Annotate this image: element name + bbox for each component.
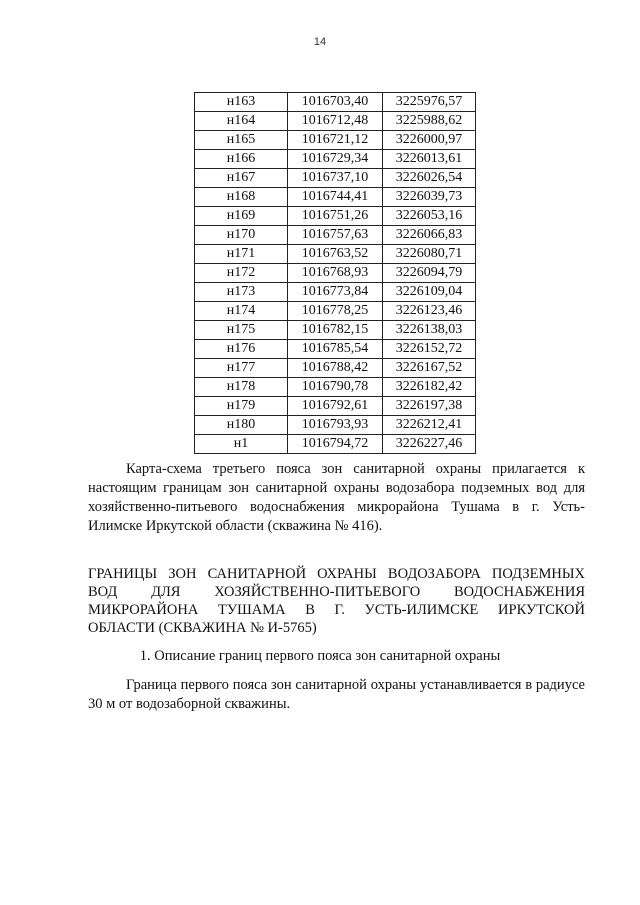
- x-coordinate-cell: 1016763,52: [288, 245, 383, 264]
- section-heading: [88, 565, 585, 637]
- table-row: [195, 416, 476, 435]
- heading-line-3: МИКРОРАЙОНА ТУШАМА В Г. УСТЬ-ИЛИМСКЕ ИРКУТСКОЙ: [88, 602, 585, 618]
- table-row: [195, 169, 476, 188]
- y-coordinate-cell: 3225988,62: [383, 112, 476, 131]
- x-coordinate-cell: 1016721,12: [288, 131, 383, 150]
- point-name-cell: н171: [195, 245, 288, 264]
- table-row: [195, 226, 476, 245]
- x-coordinate-cell: 1016790,78: [288, 378, 383, 397]
- y-coordinate-cell: 3226094,79: [383, 264, 476, 283]
- table-row: [195, 131, 476, 150]
- point-name-cell: н164: [195, 112, 288, 131]
- point-name-cell: н179: [195, 397, 288, 416]
- coordinates-table-body: [195, 93, 476, 454]
- table-row: [195, 264, 476, 283]
- point-name-cell: н176: [195, 340, 288, 359]
- x-coordinate-cell: 1016703,40: [288, 93, 383, 112]
- table-row: [195, 302, 476, 321]
- heading-line-1: ГРАНИЦЫ ЗОН САНИТАРНОЙ ОХРАНЫ ВОДОЗАБОРА ПОДЗЕМНЫХ: [88, 566, 585, 582]
- y-coordinate-cell: 3226138,03: [383, 321, 476, 340]
- y-coordinate-cell: 3226066,83: [383, 226, 476, 245]
- x-coordinate-cell: 1016729,34: [288, 150, 383, 169]
- y-coordinate-cell: 3226123,46: [383, 302, 476, 321]
- table-row: [195, 359, 476, 378]
- point-name-cell: н175: [195, 321, 288, 340]
- y-coordinate-cell: 3226152,72: [383, 340, 476, 359]
- table-row: [195, 93, 476, 112]
- y-coordinate-cell: 3226182,42: [383, 378, 476, 397]
- point-name-cell: н172: [195, 264, 288, 283]
- table-row: [195, 283, 476, 302]
- x-coordinate-cell: 1016778,25: [288, 302, 383, 321]
- table-row: [195, 112, 476, 131]
- y-coordinate-cell: 3226197,38: [383, 397, 476, 416]
- point-name-cell: н170: [195, 226, 288, 245]
- point-name-cell: н180: [195, 416, 288, 435]
- heading-line-2: ВОД ДЛЯ ХОЗЯЙСТВЕННО-ПИТЬЕВОГО ВОДОСНАБЖЕНИЯ: [88, 584, 585, 600]
- y-coordinate-cell: 3225976,57: [383, 93, 476, 112]
- table-row: [195, 207, 476, 226]
- point-name-cell: н177: [195, 359, 288, 378]
- y-coordinate-cell: 3226053,16: [383, 207, 476, 226]
- table-row: [195, 321, 476, 340]
- heading-line-4: ОБЛАСТИ (СКВАЖИНА № И-5765): [88, 620, 317, 636]
- subsection-heading: 1. Описание границ первого пояса зон санитарной охраны: [139, 648, 501, 664]
- first-zone-paragraph: Граница первого пояса зон санитарной охраны устанавливается в радиусе 30 м от водозаборной скважины.: [88, 677, 585, 712]
- x-coordinate-cell: 1016773,84: [288, 283, 383, 302]
- y-coordinate-cell: 3226167,52: [383, 359, 476, 378]
- x-coordinate-cell: 1016757,63: [288, 226, 383, 245]
- table-row: [195, 435, 476, 454]
- x-coordinate-cell: 1016782,15: [288, 321, 383, 340]
- x-coordinate-cell: 1016785,54: [288, 340, 383, 359]
- y-coordinate-cell: 3226013,61: [383, 150, 476, 169]
- table-row: [195, 340, 476, 359]
- point-name-cell: н173: [195, 283, 288, 302]
- x-coordinate-cell: 1016712,48: [288, 112, 383, 131]
- table-row: [195, 150, 476, 169]
- y-coordinate-cell: 3226000,97: [383, 131, 476, 150]
- point-name-cell: н169: [195, 207, 288, 226]
- y-coordinate-cell: 3226212,41: [383, 416, 476, 435]
- x-coordinate-cell: 1016793,93: [288, 416, 383, 435]
- x-coordinate-cell: 1016751,26: [288, 207, 383, 226]
- x-coordinate-cell: 1016737,10: [288, 169, 383, 188]
- point-name-cell: н166: [195, 150, 288, 169]
- table-row: [195, 245, 476, 264]
- coordinates-table: [194, 92, 476, 454]
- map-scheme-paragraph: Карта-схема третьего пояса зон санитарной охраны прилагается к настоящим границам зон санитарной охраны водозабора подземных вод для хозяйственно-питьевого водоснабжения микрорайона Тушама в г. Усть-Илимске Иркутской области (скважина № 416).: [88, 461, 585, 534]
- y-coordinate-cell: 3226039,73: [383, 188, 476, 207]
- table-row: [195, 397, 476, 416]
- table-row: [195, 188, 476, 207]
- y-coordinate-cell: 3226080,71: [383, 245, 476, 264]
- point-name-cell: н1: [195, 435, 288, 454]
- y-coordinate-cell: 3226109,04: [383, 283, 476, 302]
- x-coordinate-cell: 1016768,93: [288, 264, 383, 283]
- x-coordinate-cell: 1016792,61: [288, 397, 383, 416]
- x-coordinate-cell: 1016744,41: [288, 188, 383, 207]
- point-name-cell: н163: [195, 93, 288, 112]
- point-name-cell: н165: [195, 131, 288, 150]
- point-name-cell: н174: [195, 302, 288, 321]
- y-coordinate-cell: 3226026,54: [383, 169, 476, 188]
- x-coordinate-cell: 1016788,42: [288, 359, 383, 378]
- point-name-cell: н168: [195, 188, 288, 207]
- table-row: [195, 378, 476, 397]
- x-coordinate-cell: 1016794,72: [288, 435, 383, 454]
- y-coordinate-cell: 3226227,46: [383, 435, 476, 454]
- point-name-cell: н178: [195, 378, 288, 397]
- point-name-cell: н167: [195, 169, 288, 188]
- page-number: 14: [313, 36, 327, 48]
